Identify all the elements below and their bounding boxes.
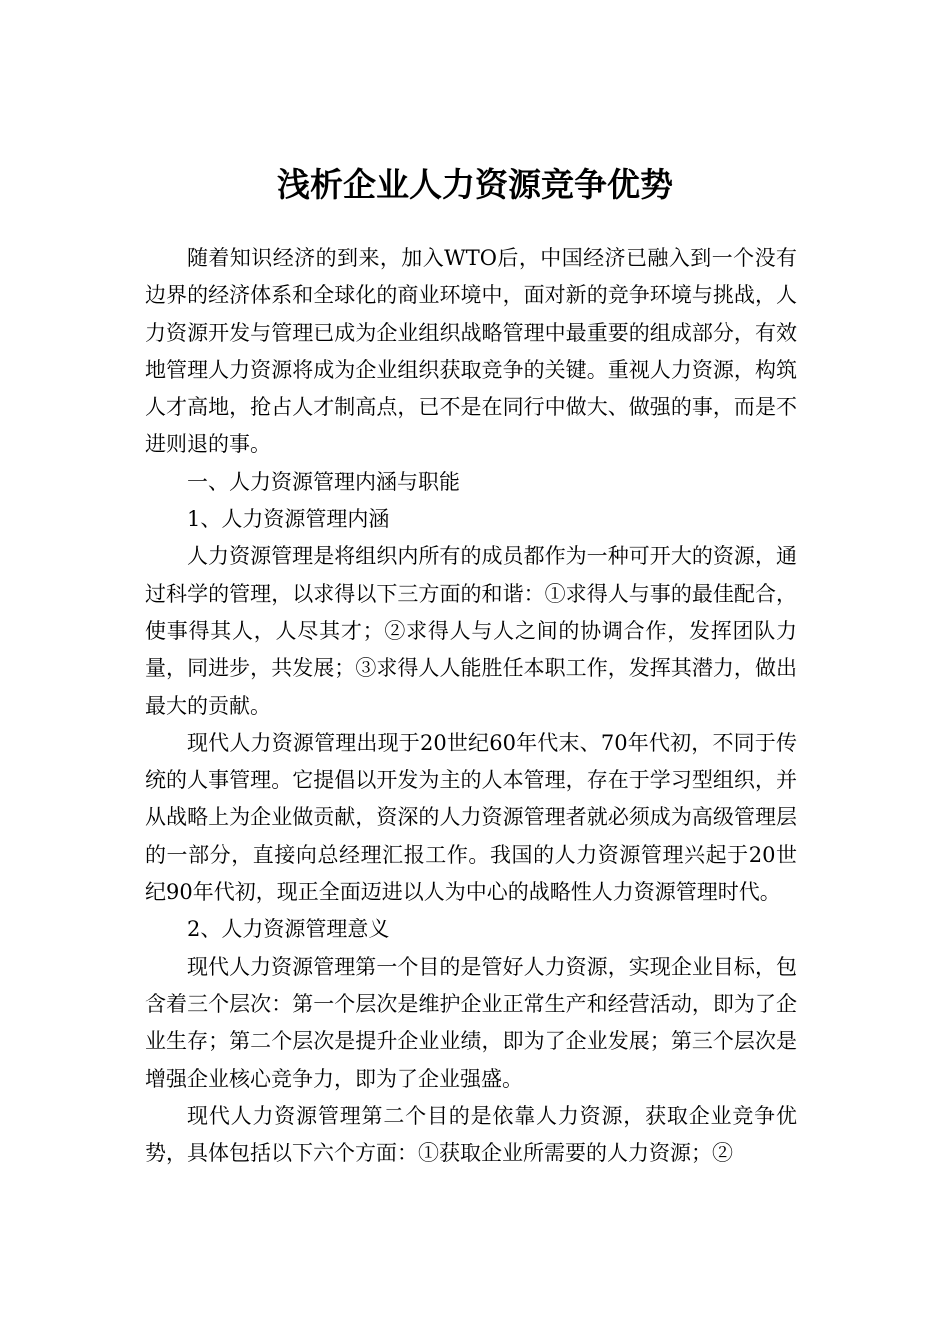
paragraph-second-purpose: 现代人力资源管理第二个目的是依靠人力资源，获取企业竞争优势，具体包括以下六个方面：①获取企业所需要的人力资源；② [145,1103,797,1166]
paragraph-hrm-definition: 人力资源管理是将组织内所有的成员都作为一种可开大的资源，通过科学的管理，以求得以下三方面的和谐：①求得人与事的最佳配合，使事得其人，人尽其才；②求得人与人之间的协调合作，发挥团队力量，同进步，共发展；③求得人人能胜任本职工作，发挥其潜力，做出最大的贡献。 [145,544,797,718]
subsection-heading-1-1: 1、人力资源管理内涵 [187,507,390,532]
subsection-heading-1-2: 2、人力资源管理意义 [187,917,390,942]
section-heading-1: 一、人力资源管理内涵与职能 [187,469,460,494]
paragraph-modern-hrm: 现代人力资源管理出现于20世纪60年代末、70年代初，不同于传统的人事管理。它提倡以开发为主的人本管理，存在于学习型组织，并从战略上为企业做贡献，资深的人力资源管理者就必须成为高级管理层的一部分，直接向总经理汇报工作。我国的人力资源管理兴起于20世纪90年代初，现正全面迈进以人为中心的战略性人力资源管理时代。 [145,730,797,905]
document-title: 浅析企业人力资源竞争优势 [277,165,673,204]
paragraph-first-purpose: 现代人力资源管理第一个目的是管好人力资源，实现企业目标，包含着三个层次：第一个层次是维护企业正常生产和经营活动，即为了企业生存；第二个层次是提升企业业绩，即为了企业发展；第三个层次是增强企业核心竞争力，即为了企业强盛。 [145,954,797,1091]
paragraph-intro: 随着知识经济的到来，加入WTO后，中国经济已融入到一个没有边界的经济体系和全球化的商业环境中，面对新的竞争环境与挑战，人力资源开发与管理已成为企业组织战略管理中最重要的组成部分，有效地管理人力资源将成为企业组织获取竞争的关键。重视人力资源，构筑人才高地，抢占人才制高点，已不是在同行中做大、做强的事，而是不进则退的事。 [145,246,797,457]
document-body [145,240,797,1172]
